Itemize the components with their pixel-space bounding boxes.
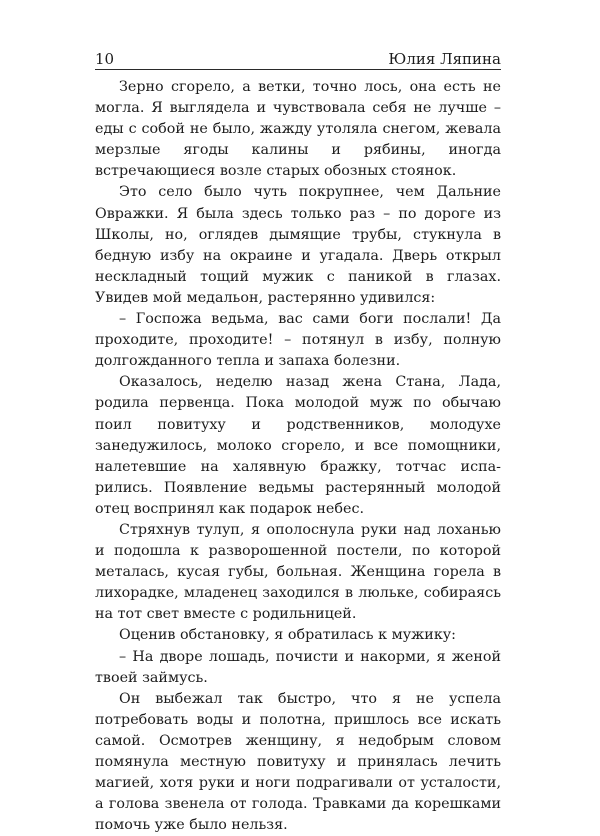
body-text: [95, 77, 501, 836]
paragraph: – Госпожа ведьма, вас сами боги послали! Да проходите, проходите! – потянул в избу, полную долгожданного тепла и запаха болезни.: [95, 311, 501, 370]
running-header: [95, 42, 501, 68]
paragraph: Это село было чуть покрупнее, чем Дальние Овражки. Я была здесь только раз – по дороге из Школы, но, оглядев дымящие трубы, стукнула в бедную избу на окраине и угадала. Дверь открыл нескладный тощий мужик с паникой в глазах. Увидев мой медальон, растерянно удивился:: [95, 184, 501, 306]
paragraph: Он выбежал так быстро, что я не успела потребовать воды и полотна, пришлось все искать самой. Осмотрев женщину, я недобрым словом помянула местную повитуху и принялась лечить магией, хотя руки и ноги подрагивали от усталости, а голова звенела от голода. Травками да корешками помочь уже было нельзя.: [95, 690, 501, 834]
paragraph: – На дворе лошадь, почисти и накорми, я женой твоей займусь.: [95, 648, 501, 686]
paragraph: Оказалось, неделю назад жена Стана, Лада, родила первенца. Пока молодой муж по обычаю поил повитуху и родственников, молодухе занедужилось, молоко сгорело, и все помощники, налетевшие на халявную бражку, тотчас испарились. Появление ведьмы растерянный молодой отец воспринял как подарок небес.: [95, 374, 501, 517]
header-rule: [95, 69, 501, 70]
paragraph: Стряхнув тулуп, я ополоснула руки над лоханью и подошла к разворошенной постели, по которой металась, кусая губы, больная. Женщина горела в лихорадке, младенец заходился в люльке, собираясь на тот свет вместе с родильницей.: [95, 521, 501, 623]
paragraph: Оценив обстановку, я обратилась к мужику:: [119, 627, 456, 644]
author-name: Юлия Ляпина: [388, 50, 501, 68]
paragraph: Зерно сгорело, а ветки, точно лось, она есть не могла. Я выглядела и чувствовала себя не лучше – еды с собой не было, жажду утоляла снегом, жевала мерзлые ягоды калины и рябины, иногда встречающиеся возле старых обозных стоянок.: [95, 79, 501, 180]
page-number: 10: [95, 50, 115, 68]
